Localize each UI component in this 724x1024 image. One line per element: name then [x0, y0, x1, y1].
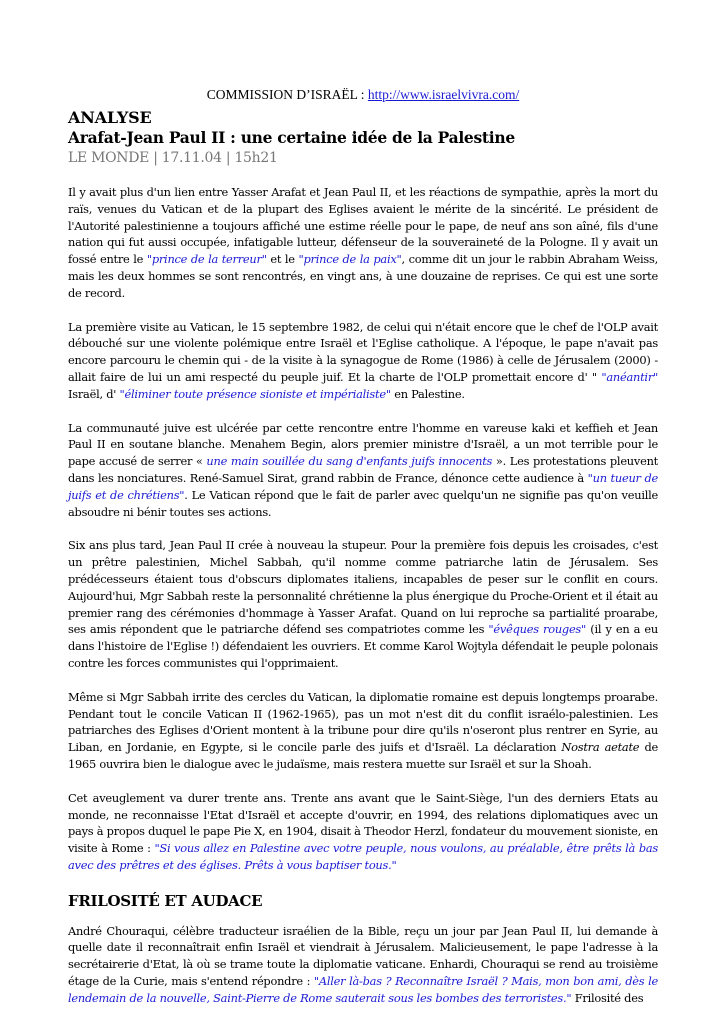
quote: "prince de la paix" [298, 252, 402, 267]
quote: "un tueur de juifs et de chrétiens" [68, 470, 658, 502]
text: Six ans plus tard, Jean Paul II crée à nouveau la stupeur. Pour la première fois depuis les croisades, c'est un prêtre palestinien, Michel Sabbah, qu'il nomme comme patriarche latin de Jérusalem. Ses prédécesseurs étaient tous d'obscurs diplomates italiens, incapables de peser sur le conflit en cours. Aujourd'hui, Mgr Sabbah reste la personnalité chrétienne la plus énergique du Proche-Orient et il était au premier rang des cérémonies d'hommage à Yasser Arafat. Quand on lui reproche sa partialité proarabe, ses amis répondent que le patriarche défend ses compatriotes comme les [68, 538, 658, 637]
text: . Le Vatican répond que le fait de parler avec quelqu'un ne signifie pas qu'on veuille absoudre ni bénir toutes ses actions. [68, 487, 658, 519]
text: La première visite au Vatican, le 15 septembre 1982, de celui qui n'était encore que le chef de l'OLP avait débouché sur une violente polémique entre Israël et l'Eglise catholique. A l'époque, le pape n'avait pas encore parcouru le chemin qui - de la visite à la synagogue de Rome (1986) à celle de Jérusalem (2000) - allait faire de lui un ami respecté du peuple juif. Et la charte de l'OLP promettait encore d' " [68, 319, 658, 384]
text: Il y avait plus d'un lien entre Yasser Arafat et Jean Paul II, et les réactions de sympathie, après la mort du raïs, venues du Vatican et de la plupart des Eglises avaient le mérite de la sincérité. Le président de l'Autorité palestinienne a toujours affiché une estime réelle pour le pape, de neuf ans son aîné, fils d'une nation qui fut aussi occupée, infatigable lutteur, défenseur de la souveraineté de la Pologne. Il y avait un fossé entre le [68, 185, 658, 267]
text: (il y en a eu dans l'histoire de l'Eglise !) défendaient les ouvriers. Et comme Karol Wojtyla défendait le peuple polonais contre les forces communistes qui l'opprimaient. [68, 622, 658, 670]
paragraph-3 [68, 420, 658, 521]
text: en Palestine. [390, 386, 465, 401]
text: Cet aveuglement va durer trente ans. Trente ans avant que le Saint-Siège, l'un des derniers Etats au monde, ne reconnaisse l'Etat d'Israël et accepte d'ouvrir, en 1994, des relations diplomatiques avec un pays à propos duquel le pape Pie X, en 1904, disait à Theodor Herzl, fondateur du mouvement sioniste, en visite à Rome : [68, 790, 658, 856]
paragraph-7 [68, 923, 658, 1007]
quote: "évêques rouges" [488, 622, 587, 637]
text: Même si Mgr Sabbah irrite des cercles du Vatican, la diplomatie romaine est depuis longtemps proarabe. Pendant tout le concile Vatican II (1962-1965), pas un mot n'est dit du conflit israélo-palestinien. Les patriarches des Eglises d'Orient montent à la tribune pour dire qu'ils n'oseront plus rentrer en Syrie, au Liban, en Jordanie, en Egypte, si le concile parle des juifs et d'Israël. La déclaration [68, 689, 658, 755]
text: , comme dit un jour le rabbin Abraham Weiss, mais les deux hommes se sont rencontrés, en vingt ans, à une douzaine de reprises. Ce qui est une sorte de record. [68, 252, 658, 300]
paragraph-4 [68, 537, 658, 671]
text: André Chouraqui, célèbre traducteur israélien de la Bible, reçu un jour par Jean Paul II, lui demande à quelle date il reconnaîtrait enfin Israël et viendrait à Jérusalem. Malicieusement, le pape l'adresse à la secrétairerie d'Etat, là où se trame toute la diplomatie vaticane. Enhardi, Chouraqui se rend au troisième étage de la Curie, mais s'entend répondre : [68, 923, 658, 989]
quote: "éliminer toute présence sioniste et impérialiste" [119, 386, 391, 401]
text: Frilosité des [571, 990, 644, 1005]
quote: une main souillée du sang d'enfants juifs innocents [206, 454, 493, 469]
italic-title: Nostra aetate [561, 740, 640, 755]
section-title: FRILOSITÉ ET AUDACE [68, 891, 263, 910]
quote: "prince de la terreur" [146, 252, 267, 267]
text: ». Les protestations pleuvent dans les nonciatures. René-Samuel Sirat, grand rabbin de France, dénonce cette audience à [68, 454, 658, 485]
paragraph-6 [68, 790, 658, 874]
kicker: ANALYSE [68, 108, 152, 127]
text: La communauté juive est ulcérée par cette rencontre entre l'homme en vareuse kaki et keffieh et Jean Paul II en soutane blanche. Menahem Begin, alors premier ministre d'Israël, a un mot terrible pour le pape accusé de serrer « [68, 420, 658, 469]
article-source: LE MONDE | 17.11.04 | 15h21 [68, 150, 278, 166]
text: Israël, d' [68, 386, 120, 401]
header-line [68, 86, 658, 104]
quote: "anéantir" [601, 369, 658, 384]
document-page [68, 86, 658, 1024]
quote: "Aller là-bas ? Reconnaître Israël ? Mais, mon bon ami, dès le lendemain de la nouvelle, Saint-Pierre de Rome sauterait sous les bombes des terroristes." [68, 974, 658, 1005]
paragraph-1 [68, 184, 658, 302]
quote: "Si vous allez en Palestine avec votre peuple, nous voulons, au préalable, être prêts là bas avec des prêtres et des églises. Prêts à vous baptiser tous." [68, 841, 658, 872]
header-link[interactable]: http://www.israelvivra.com/ [367, 87, 520, 102]
article-title: Arafat-Jean Paul II : une certaine idée de la Palestine [68, 128, 515, 147]
header-prefix: COMMISSION D’ISRAËL : [206, 87, 368, 102]
text: et le [266, 252, 299, 267]
text: de 1965 ouvrira bien le dialogue avec le judaïsme, mais restera muette sur Israël et sur la Shoah. [68, 740, 658, 771]
paragraph-5 [68, 689, 658, 773]
paragraph-2 [68, 319, 658, 403]
